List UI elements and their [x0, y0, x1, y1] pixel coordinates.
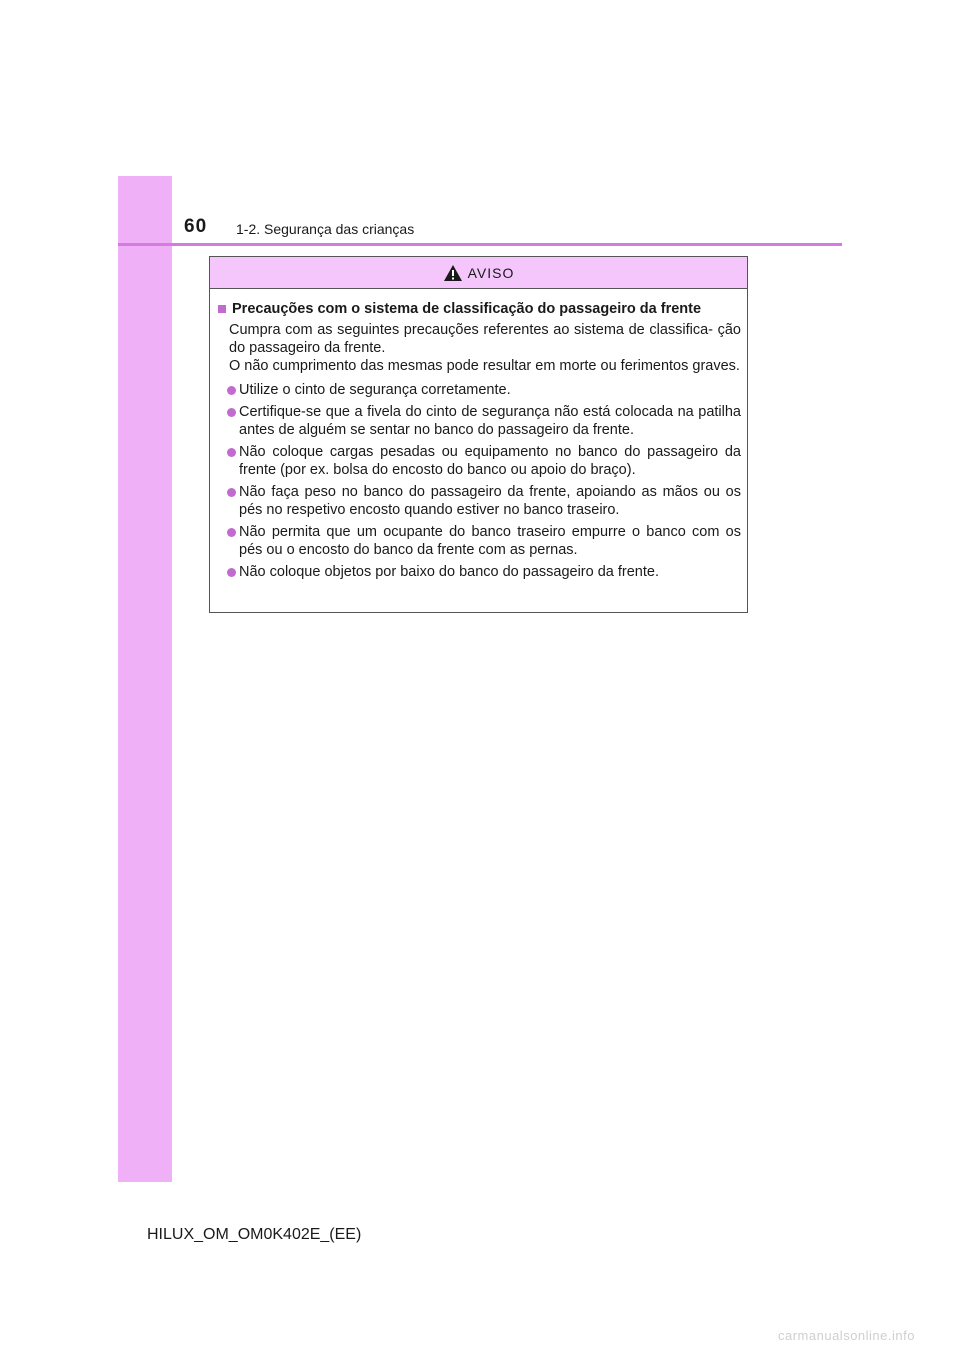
header-divider — [118, 243, 842, 246]
warning-intro — [229, 321, 741, 375]
list-item-text: Utilize o cinto de segurança corretamente. — [239, 382, 511, 398]
list-item-text: Certifique-se que a fivela do cinto de segurança não está colocada na patilha antes de alguém se sentar no banco do passageiro da frente. — [239, 404, 741, 438]
watermark: carmanualsonline.info — [778, 1328, 915, 1343]
square-bullet-icon — [218, 305, 226, 313]
warning-heading — [218, 300, 741, 318]
warning-heading-text: Precauções com o sistema de classificação do passageiro da frente — [232, 301, 702, 317]
list-item — [218, 381, 741, 399]
warning-title: AVISO — [467, 264, 515, 281]
warning-body — [210, 289, 747, 581]
document-code: HILUX_OM_OM0K402E_(EE) — [147, 1226, 362, 1243]
page-number: 60 — [184, 216, 208, 237]
list-item-text: Não permita que um ocupante do banco traseiro empurre o banco com os pés ou o encosto do banco da frente com as pernas. — [239, 524, 741, 558]
list-item — [218, 523, 741, 559]
list-item-text: Não coloque cargas pesadas ou equipamento no banco do passageiro da frente (por ex. bolsa do encosto do banco ou apoio do braço). — [239, 444, 741, 478]
bullet-dot-icon — [227, 488, 236, 497]
list-item — [218, 563, 741, 581]
chapter-side-tab — [118, 176, 172, 1182]
bullet-dot-icon — [227, 408, 236, 417]
list-item-text: Não coloque objetos por baixo do banco do passageiro da frente. — [239, 564, 659, 580]
bullet-dot-icon — [227, 528, 236, 537]
intro-paragraph: O não cumprimento das mesmas pode resultar em morte ou ferimentos graves. — [229, 358, 740, 374]
warning-box — [209, 256, 748, 613]
bullet-dot-icon — [227, 568, 236, 577]
list-item — [218, 403, 741, 439]
list-item-text: Não faça peso no banco do passageiro da frente, apoiando as mãos ou os pés no respetivo encosto quando estiver no banco traseiro. — [239, 484, 741, 518]
warning-triangle-icon — [443, 264, 463, 282]
list-item — [218, 483, 741, 519]
intro-paragraph: Cumpra com as seguintes precauções referentes ao sistema de classifica- ção do passageiro da frente. — [229, 322, 741, 356]
bullet-dot-icon — [227, 386, 236, 395]
precaution-list — [218, 381, 741, 581]
bullet-dot-icon — [227, 448, 236, 457]
section-title: 1-2. Segurança das crianças — [236, 221, 415, 237]
warning-header — [210, 257, 747, 289]
list-item — [218, 443, 741, 479]
